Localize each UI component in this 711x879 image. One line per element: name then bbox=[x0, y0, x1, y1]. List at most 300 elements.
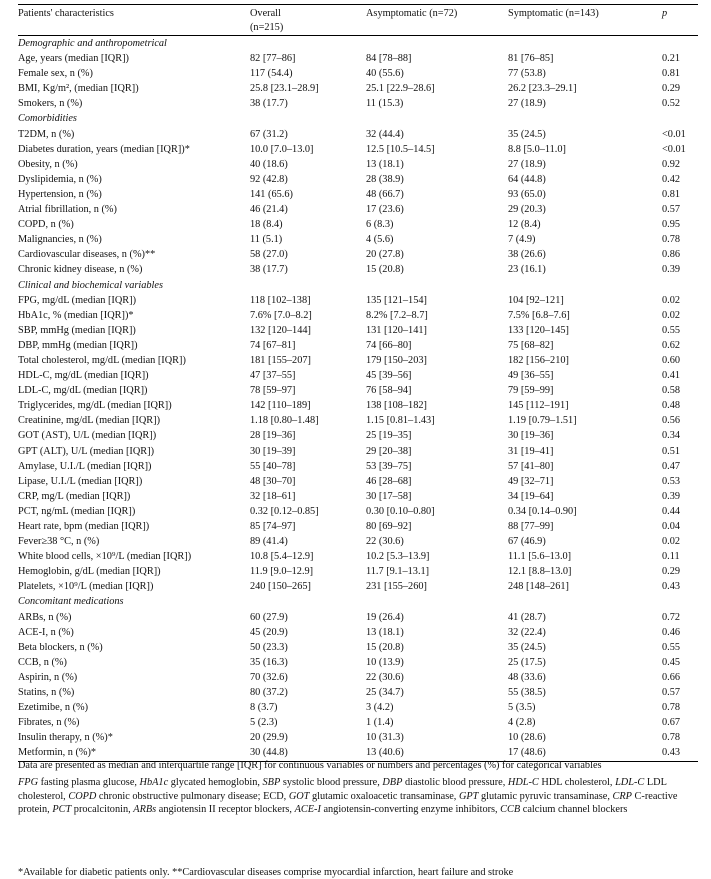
overall-cell: 46 (21.4) bbox=[250, 204, 288, 216]
characteristic-cell: HDL-C, mg/dL (median [IQR]) bbox=[18, 370, 149, 382]
symptomatic-cell: 32 (22.4) bbox=[508, 626, 546, 638]
asymptomatic-cell: 1 (1.4) bbox=[366, 717, 394, 729]
overall-cell: 141 (65.6) bbox=[250, 188, 293, 200]
overall-cell: 55 [40–78] bbox=[250, 460, 296, 472]
abbreviation-definition: angiotensin-converting enzyme inhibitors, bbox=[320, 804, 501, 816]
symptomatic-cell: 81 [76–85] bbox=[508, 53, 554, 65]
characteristic-cell: Lipase, U.I./L (median [IQR]) bbox=[18, 475, 143, 487]
characteristic-cell: Platelets, ×10⁹/L (median [IQR]) bbox=[18, 581, 154, 593]
p-value-cell: 0.55 bbox=[662, 641, 681, 653]
overall-cell: 240 [150–265] bbox=[250, 581, 311, 593]
table-row bbox=[18, 247, 698, 262]
symptomatic-cell: 77 (53.8) bbox=[508, 68, 546, 80]
asymptomatic-cell: 17 (23.6) bbox=[366, 204, 404, 216]
abbreviation-term: SBP bbox=[262, 777, 281, 789]
asymptomatic-cell: 131 [120–141] bbox=[366, 324, 427, 336]
characteristic-cell: LDL-C, mg/dL (median [IQR]) bbox=[18, 385, 148, 397]
asymptomatic-cell: 22 (30.6) bbox=[366, 671, 404, 683]
table-row bbox=[18, 51, 698, 66]
table-row bbox=[18, 202, 698, 217]
overall-cell: 48 [30–70] bbox=[250, 475, 296, 487]
table-row bbox=[18, 519, 698, 534]
symptomatic-cell: 11.1 [5.6–13.0] bbox=[508, 551, 572, 563]
symptomatic-cell: 248 [148–261] bbox=[508, 581, 569, 593]
symptomatic-cell: 64 (44.8) bbox=[508, 173, 546, 185]
asymptomatic-cell: 13 (18.1) bbox=[366, 158, 404, 170]
table-row bbox=[18, 670, 698, 685]
asymptomatic-cell: 25.1 [22.9–28.6] bbox=[366, 83, 435, 95]
section-title: Comorbidities bbox=[18, 113, 77, 125]
p-value-cell: 0.39 bbox=[662, 264, 681, 276]
table-row bbox=[18, 700, 698, 715]
table-row bbox=[18, 96, 698, 111]
asymptomatic-cell: 29 [20–38] bbox=[366, 445, 412, 457]
abbreviation-term: COPD bbox=[68, 790, 97, 802]
section-title: Concomitant medications bbox=[18, 596, 124, 608]
overall-cell: 60 (27.9) bbox=[250, 611, 288, 623]
overall-cell: 11 (5.1) bbox=[250, 234, 283, 246]
table-row bbox=[18, 655, 698, 670]
characteristic-cell: Diabetes duration, years (median [IQR])* bbox=[18, 143, 190, 155]
overall-cell: 35 (16.3) bbox=[250, 656, 288, 668]
characteristic-cell: Obesity, n (%) bbox=[18, 158, 78, 170]
p-value-cell: 0.11 bbox=[662, 551, 680, 563]
overall-cell: 30 [19–39] bbox=[250, 445, 296, 457]
p-value-cell: 0.86 bbox=[662, 249, 681, 261]
overall-cell: 38 (17.7) bbox=[250, 264, 288, 276]
symptomatic-cell: 145 [112–191] bbox=[508, 400, 569, 412]
characteristic-cell: Fibrates, n (%) bbox=[18, 717, 80, 729]
symptomatic-cell: 38 (26.6) bbox=[508, 249, 546, 261]
overall-cell: 117 (54.4) bbox=[250, 68, 293, 80]
abbreviation-term: HDL-C bbox=[507, 777, 539, 789]
asymptomatic-cell: 231 [155–260] bbox=[366, 581, 427, 593]
characteristic-cell: BMI, Kg/m², (median [IQR]) bbox=[18, 83, 139, 95]
abbreviation-definition: HDL cholesterol, bbox=[538, 777, 616, 789]
table-row bbox=[18, 338, 698, 353]
overall-cell: 28 [19–36] bbox=[250, 430, 296, 442]
characteristic-cell: Chronic kidney disease, n (%) bbox=[18, 264, 143, 276]
overall-cell: 85 [74–97] bbox=[250, 521, 296, 532]
p-value-cell: 0.02 bbox=[662, 294, 681, 306]
abbreviation-definition: calcium channel blockers bbox=[520, 804, 628, 816]
abbreviation-term: HbA1c bbox=[139, 777, 169, 789]
table-row bbox=[18, 549, 698, 564]
header-characteristics: Patients' characteristics bbox=[18, 8, 114, 19]
symptomatic-cell: 88 [77–99] bbox=[508, 521, 554, 532]
table-row bbox=[18, 504, 698, 519]
asymptomatic-cell: 15 (20.8) bbox=[366, 641, 404, 653]
characteristic-cell: Heart rate, bpm (median [IQR]) bbox=[18, 521, 150, 532]
asymptomatic-cell: 45 [39–56] bbox=[366, 370, 412, 382]
asymptomatic-cell: 46 [28–68] bbox=[366, 475, 412, 487]
symptomatic-cell: 1.19 [0.79–1.51] bbox=[508, 415, 577, 427]
overall-cell: 1.18 [0.80–1.48] bbox=[250, 415, 319, 427]
characteristic-cell: Creatinine, mg/dL (median [IQR]) bbox=[18, 415, 161, 427]
section-row bbox=[18, 111, 698, 126]
p-value-cell: 0.58 bbox=[662, 385, 681, 397]
table-row bbox=[18, 685, 698, 700]
p-value-cell: 0.81 bbox=[662, 68, 681, 80]
symptomatic-cell: 35 (24.5) bbox=[508, 128, 546, 140]
characteristic-cell: Hemoglobin, g/dL (median [IQR]) bbox=[18, 566, 161, 578]
p-value-cell: <0.01 bbox=[662, 128, 686, 140]
symptomatic-cell: 17 (48.6) bbox=[508, 747, 546, 759]
p-value-cell: 0.29 bbox=[662, 566, 681, 578]
asymptomatic-cell: 6 (8.3) bbox=[366, 219, 394, 231]
characteristic-cell: Malignancies, n (%) bbox=[18, 234, 102, 246]
table-row bbox=[18, 730, 698, 745]
abbreviation-definition: diastolic blood pressure, bbox=[402, 777, 508, 789]
symptomatic-cell: 49 [36–55] bbox=[508, 370, 554, 382]
symptomatic-cell: 12.1 [8.8–13.0] bbox=[508, 566, 572, 578]
asymptomatic-cell: 10 (13.9) bbox=[366, 656, 404, 668]
table-row bbox=[18, 323, 698, 338]
header-symptomatic: Symptomatic (n=143) bbox=[508, 8, 599, 19]
p-value-cell: 0.52 bbox=[662, 98, 681, 110]
characteristic-cell: Beta blockers, n (%) bbox=[18, 641, 103, 653]
asymptomatic-cell: 12.5 [10.5–14.5] bbox=[366, 143, 435, 155]
characteristic-cell: Female sex, n (%) bbox=[18, 68, 93, 80]
table-row bbox=[18, 564, 698, 579]
asymptomatic-cell: 11 (15.3) bbox=[366, 98, 404, 110]
p-value-cell: 0.02 bbox=[662, 536, 681, 548]
symptomatic-cell: 49 [32–71] bbox=[508, 475, 554, 487]
asymptomatic-cell: 30 [17–58] bbox=[366, 490, 412, 502]
table-row bbox=[18, 353, 698, 368]
overall-cell: 5 (2.3) bbox=[250, 717, 278, 729]
overall-cell: 118 [102–138] bbox=[250, 294, 311, 306]
p-value-cell: 0.55 bbox=[662, 324, 681, 336]
overall-cell: 7.6% [7.0–8.2] bbox=[250, 309, 312, 321]
table-body bbox=[18, 36, 698, 762]
characteristic-cell: GPT (ALT), U/L (median [IQR]) bbox=[18, 445, 155, 457]
p-value-cell: 0.78 bbox=[662, 234, 681, 246]
abbreviation-term: GOT bbox=[288, 790, 310, 802]
abbreviation-definition: C-reactive protein, bbox=[18, 790, 678, 816]
asymptomatic-cell: 25 [19–35] bbox=[366, 430, 412, 442]
asymptomatic-cell: 76 [58–94] bbox=[366, 385, 412, 397]
overall-cell: 0.32 [0.12–0.85] bbox=[250, 505, 319, 517]
abbreviation-definition: systolic blood pressure, bbox=[280, 777, 383, 789]
abbreviation-term: ACE-I bbox=[294, 804, 321, 816]
characteristic-cell: Insulin therapy, n (%)* bbox=[18, 732, 113, 744]
characteristic-cell: GOT (AST), U/L (median [IQR]) bbox=[18, 430, 157, 442]
symptomatic-cell: 23 (16.1) bbox=[508, 264, 546, 276]
characteristic-cell: White blood cells, ×10⁹/L (median [IQR]) bbox=[18, 551, 192, 563]
overall-cell: 30 (44.8) bbox=[250, 747, 288, 759]
asymptomatic-cell: 20 (27.8) bbox=[366, 249, 404, 261]
overall-cell: 74 [67–81] bbox=[250, 339, 296, 351]
overall-cell: 67 (31.2) bbox=[250, 128, 288, 140]
asymptomatic-cell: 0.30 [0.10–0.80] bbox=[366, 505, 435, 517]
characteristic-cell: Ezetimibe, n (%) bbox=[18, 702, 89, 714]
section-row bbox=[18, 36, 698, 52]
symptomatic-cell: 25 (17.5) bbox=[508, 656, 546, 668]
characteristic-cell: Total cholesterol, mg/dL (median [IQR]) bbox=[18, 354, 186, 366]
overall-cell: 32 [18–61] bbox=[250, 490, 296, 502]
abbreviation-term: PCT bbox=[52, 804, 72, 816]
characteristic-cell: Fever≥38 °C, n (%) bbox=[18, 536, 100, 548]
symptomatic-cell: 27 (18.9) bbox=[508, 98, 546, 110]
table-row bbox=[18, 368, 698, 383]
characteristic-cell: Triglycerides, mg/dL (median [IQR]) bbox=[18, 400, 172, 412]
asymptomatic-cell: 25 (34.7) bbox=[366, 687, 404, 699]
p-value-cell: 0.02 bbox=[662, 309, 681, 321]
section-row bbox=[18, 278, 698, 293]
p-value-cell: 0.57 bbox=[662, 204, 681, 216]
header-overall: Overall bbox=[250, 8, 281, 19]
abbreviation-term: ARBs bbox=[133, 804, 157, 816]
p-value-cell: 0.46 bbox=[662, 626, 681, 638]
abbreviation-term: CCB bbox=[500, 804, 521, 816]
overall-cell: 38 (17.7) bbox=[250, 98, 288, 110]
abbreviation-definition: glutamic pyruvic transaminase, bbox=[478, 790, 613, 802]
p-value-cell: 0.53 bbox=[662, 475, 681, 487]
p-value-cell: 0.43 bbox=[662, 747, 681, 759]
table-row bbox=[18, 187, 698, 202]
table-footnote: *Available for diabetic patients only. **Cardiovascular diseases comprise myocardial infarction, heart failure and stroke bbox=[18, 867, 514, 878]
header-asymptomatic: Asymptomatic (n=72) bbox=[366, 8, 458, 19]
overall-cell: 18 (8.4) bbox=[250, 219, 283, 231]
table-row bbox=[18, 459, 698, 474]
abbreviation-definition: procalcitonin, bbox=[71, 804, 134, 816]
p-value-cell: 0.92 bbox=[662, 158, 681, 170]
characteristic-cell: Atrial fibrillation, n (%) bbox=[18, 204, 117, 216]
table-row bbox=[18, 232, 698, 247]
asymptomatic-cell: 84 [78–88] bbox=[366, 53, 412, 65]
p-value-cell: 0.67 bbox=[662, 717, 681, 729]
overall-cell: 10.0 [7.0–13.0] bbox=[250, 143, 314, 155]
characteristic-cell: ACE-I, n (%) bbox=[18, 626, 74, 638]
table-row bbox=[18, 444, 698, 459]
header-overall-n: (n=215) bbox=[250, 22, 284, 33]
symptomatic-cell: 79 [59–99] bbox=[508, 385, 554, 397]
symptomatic-cell: 7.5% [6.8–7.6] bbox=[508, 309, 570, 321]
p-value-cell: 0.29 bbox=[662, 83, 681, 95]
symptomatic-cell: 57 [41–80] bbox=[508, 460, 554, 472]
overall-cell: 132 [120–144] bbox=[250, 324, 311, 336]
symptomatic-cell: 182 [156–210] bbox=[508, 354, 569, 366]
overall-cell: 58 (27.0) bbox=[250, 249, 288, 261]
abbreviation-definition: glycated hemoglobin, bbox=[168, 777, 263, 789]
p-value-cell: <0.01 bbox=[662, 143, 686, 155]
p-value-cell: 0.48 bbox=[662, 400, 681, 412]
overall-cell: 89 (41.4) bbox=[250, 536, 288, 548]
p-value-cell: 0.04 bbox=[662, 521, 681, 532]
characteristic-cell: Cardiovascular diseases, n (%)** bbox=[18, 249, 156, 261]
symptomatic-cell: 5 (3.5) bbox=[508, 702, 536, 714]
characteristic-cell: DBP, mmHg (median [IQR]) bbox=[18, 339, 138, 351]
asymptomatic-cell: 138 [108–182] bbox=[366, 400, 427, 412]
asymptomatic-cell: 80 [69–92] bbox=[366, 521, 412, 532]
overall-cell: 78 [59–97] bbox=[250, 385, 296, 397]
abbreviation-term: FPG bbox=[18, 777, 39, 789]
asymptomatic-cell: 10 (31.3) bbox=[366, 732, 404, 744]
overall-cell: 45 (20.9) bbox=[250, 626, 288, 638]
characteristic-cell: Age, years (median [IQR]) bbox=[18, 53, 129, 65]
characteristic-cell: Dyslipidemia, n (%) bbox=[18, 173, 102, 185]
symptomatic-cell: 48 (33.6) bbox=[508, 671, 546, 683]
p-value-cell: 0.72 bbox=[662, 611, 681, 623]
characteristic-cell: PCT, ng/mL (median [IQR]) bbox=[18, 505, 136, 517]
p-value-cell: 0.78 bbox=[662, 702, 681, 714]
asymptomatic-cell: 40 (55.6) bbox=[366, 68, 404, 80]
p-value-cell: 0.41 bbox=[662, 370, 681, 382]
table-header-row bbox=[18, 4, 698, 21]
characteristic-cell: Statins, n (%) bbox=[18, 687, 75, 699]
table-header-row-2 bbox=[18, 21, 698, 36]
overall-cell: 70 (32.6) bbox=[250, 671, 288, 683]
symptomatic-cell: 93 (65.0) bbox=[508, 188, 546, 200]
table-row bbox=[18, 610, 698, 625]
characteristic-cell: SBP, mmHg (median [IQR]) bbox=[18, 324, 136, 336]
table-row bbox=[18, 489, 698, 504]
p-value-cell: 0.66 bbox=[662, 671, 681, 683]
characteristic-cell: CCB, n (%) bbox=[18, 656, 67, 668]
asymptomatic-cell: 135 [121–154] bbox=[366, 294, 427, 306]
asymptomatic-cell: 3 (4.2) bbox=[366, 702, 394, 714]
p-value-cell: 0.44 bbox=[662, 505, 681, 517]
characteristic-cell: CRP, mg/L (median [IQR]) bbox=[18, 490, 131, 502]
table-row bbox=[18, 640, 698, 655]
table-row bbox=[18, 428, 698, 443]
abbreviation-term: LDL-C bbox=[615, 777, 645, 789]
asymptomatic-cell: 48 (66.7) bbox=[366, 188, 404, 200]
p-value-cell: 0.47 bbox=[662, 460, 681, 472]
asymptomatic-cell: 53 [39–75] bbox=[366, 460, 412, 472]
overall-cell: 47 [37–55] bbox=[250, 370, 296, 382]
p-value-cell: 0.56 bbox=[662, 415, 681, 427]
symptomatic-cell: 55 (38.5) bbox=[508, 687, 546, 699]
table-row bbox=[18, 579, 698, 594]
characteristic-cell: Metformin, n (%)* bbox=[18, 747, 97, 759]
abbreviation-definition: chronic obstructive pulmonary disease; ECD, bbox=[96, 790, 289, 802]
asymptomatic-cell: 4 (5.6) bbox=[366, 234, 394, 246]
asymptomatic-cell: 8.2% [7.2–8.7] bbox=[366, 309, 428, 321]
abbreviation-definition: fasting plasma glucose, bbox=[38, 777, 140, 789]
asymptomatic-cell: 10.2 [5.3–13.9] bbox=[366, 551, 430, 563]
overall-cell: 181 [155–207] bbox=[250, 354, 311, 366]
symptomatic-cell: 35 (24.5) bbox=[508, 641, 546, 653]
abbreviation-term: GPT bbox=[458, 790, 479, 802]
characteristic-cell: T2DM, n (%) bbox=[18, 128, 75, 140]
symptomatic-cell: 4 (2.8) bbox=[508, 717, 536, 729]
header-p: p bbox=[662, 8, 668, 19]
table-row bbox=[18, 625, 698, 640]
table-row bbox=[18, 262, 698, 277]
characteristic-cell: Amylase, U.I./L (median [IQR]) bbox=[18, 460, 152, 472]
table-row bbox=[18, 217, 698, 232]
symptomatic-cell: 0.34 [0.14–0.90] bbox=[508, 505, 577, 517]
section-title: Clinical and biochemical variables bbox=[18, 279, 163, 291]
p-value-cell: 0.51 bbox=[662, 445, 681, 457]
overall-cell: 80 (37.2) bbox=[250, 687, 288, 699]
table-row bbox=[18, 142, 698, 157]
table-row bbox=[18, 474, 698, 489]
characteristic-cell: Hypertension, n (%) bbox=[18, 188, 102, 200]
table-row bbox=[18, 127, 698, 142]
characteristic-cell: ARBs, n (%) bbox=[18, 611, 72, 623]
abbreviation-term: DBP bbox=[382, 777, 403, 789]
asymptomatic-cell: 1.15 [0.81–1.43] bbox=[366, 415, 435, 427]
symptomatic-cell: 12 (8.4) bbox=[508, 219, 541, 231]
asymptomatic-cell: 22 (30.6) bbox=[366, 536, 404, 548]
overall-cell: 40 (18.6) bbox=[250, 158, 288, 170]
section-title: Demographic and anthropometrical bbox=[18, 38, 167, 49]
asymptomatic-cell: 74 [66–80] bbox=[366, 339, 412, 351]
characteristic-cell: Smokers, n (%) bbox=[18, 98, 83, 110]
table-row bbox=[18, 413, 698, 428]
overall-cell: 8 (3.7) bbox=[250, 702, 278, 714]
abbreviation-definition: glutamic oxaloacetic transaminase, bbox=[309, 790, 459, 802]
characteristics-table bbox=[18, 4, 698, 762]
asymptomatic-cell: 19 (26.4) bbox=[366, 611, 404, 623]
asymptomatic-cell: 11.7 [9.1–13.1] bbox=[366, 566, 430, 578]
symptomatic-cell: 67 (46.9) bbox=[508, 536, 546, 548]
table-row bbox=[18, 81, 698, 96]
overall-cell: 20 (29.9) bbox=[250, 732, 288, 744]
overall-cell: 82 [77–86] bbox=[250, 53, 296, 65]
symptomatic-cell: 104 [92–121] bbox=[508, 294, 564, 306]
data-note: Data are presented as median and interquartile range [IQR] for continuous variables or numbers and percentages (%) for categorical variables bbox=[18, 760, 602, 771]
symptomatic-cell: 75 [68–82] bbox=[508, 339, 554, 351]
symptomatic-cell: 26.2 [23.3–29.1] bbox=[508, 83, 577, 95]
table-row bbox=[18, 293, 698, 308]
overall-cell: 25.8 [23.1–28.9] bbox=[250, 83, 319, 95]
characteristic-cell: COPD, n (%) bbox=[18, 219, 74, 231]
overall-cell: 11.9 [9.0–12.9] bbox=[250, 566, 314, 578]
table-notes bbox=[18, 759, 702, 817]
symptomatic-cell: 8.8 [5.0–11.0] bbox=[508, 143, 566, 155]
p-value-cell: 0.78 bbox=[662, 732, 681, 744]
p-value-cell: 0.57 bbox=[662, 687, 681, 699]
p-value-cell: 0.62 bbox=[662, 339, 681, 351]
abbreviation-term: CRP bbox=[612, 790, 632, 802]
symptomatic-cell: 34 [19–64] bbox=[508, 490, 554, 502]
characteristic-cell: Aspirin, n (%) bbox=[18, 671, 78, 683]
asymptomatic-cell: 13 (18.1) bbox=[366, 626, 404, 638]
p-value-cell: 0.21 bbox=[662, 53, 681, 65]
symptomatic-cell: 30 [19–36] bbox=[508, 430, 554, 442]
p-value-cell: 0.34 bbox=[662, 430, 681, 442]
overall-cell: 10.8 [5.4–12.9] bbox=[250, 551, 314, 563]
abbreviation-definition: angiotensin II receptor blockers, bbox=[156, 804, 295, 816]
symptomatic-cell: 31 [19–41] bbox=[508, 445, 554, 457]
overall-cell: 142 [110–189] bbox=[250, 400, 311, 412]
asymptomatic-cell: 13 (40.6) bbox=[366, 747, 404, 759]
symptomatic-cell: 10 (28.6) bbox=[508, 732, 546, 744]
abbreviations-note bbox=[18, 776, 702, 816]
table-row bbox=[18, 383, 698, 398]
p-value-cell: 0.45 bbox=[662, 656, 681, 668]
overall-cell: 92 (42.8) bbox=[250, 173, 288, 185]
symptomatic-cell: 29 (20.3) bbox=[508, 204, 546, 216]
characteristic-cell: FPG, mg/dL (median [IQR]) bbox=[18, 294, 137, 306]
asymptomatic-cell: 15 (20.8) bbox=[366, 264, 404, 276]
symptomatic-cell: 7 (4.9) bbox=[508, 234, 536, 246]
symptomatic-cell: 133 [120–145] bbox=[508, 324, 569, 336]
table-row bbox=[18, 172, 698, 187]
table-row bbox=[18, 398, 698, 413]
characteristic-cell: HbA1c, % (median [IQR])* bbox=[18, 309, 134, 321]
table-row bbox=[18, 308, 698, 323]
p-value-cell: 0.81 bbox=[662, 188, 681, 200]
table-row bbox=[18, 157, 698, 172]
overall-cell: 50 (23.3) bbox=[250, 641, 288, 653]
table-row bbox=[18, 66, 698, 81]
p-value-cell: 0.60 bbox=[662, 354, 681, 366]
